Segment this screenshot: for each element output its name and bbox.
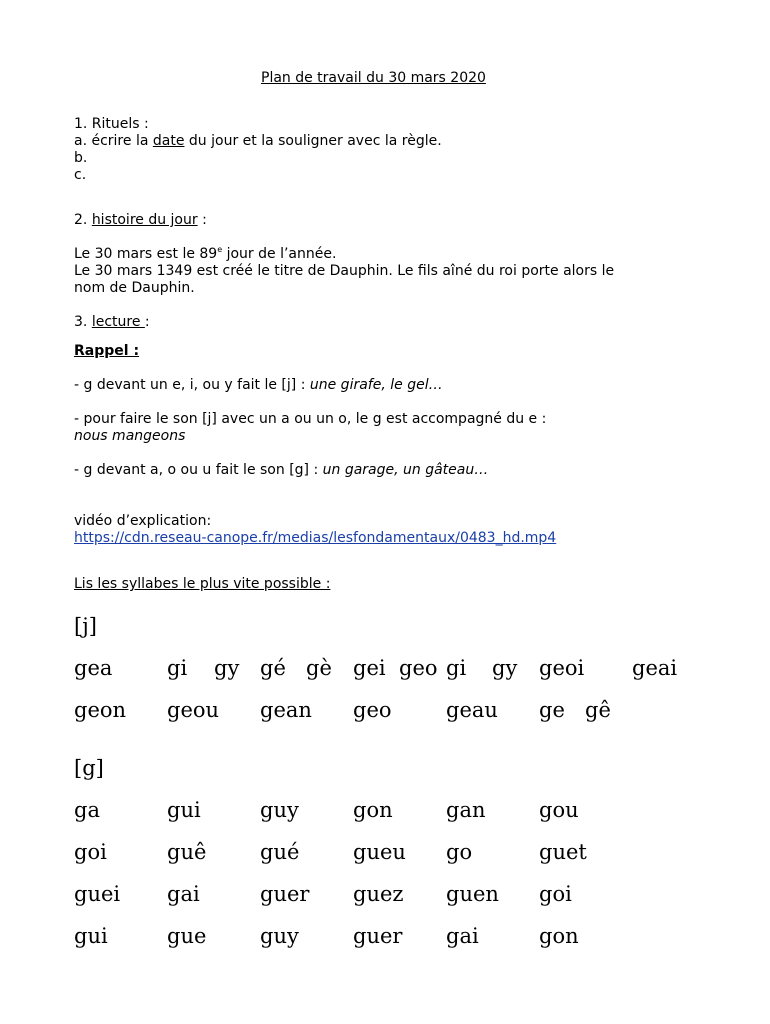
histoire-line1-a: Le 30 mars est le 89 <box>74 246 218 262</box>
syllable: guy <box>260 924 299 948</box>
syllable: goi <box>539 882 572 906</box>
histoire-line1-b: jour de l’année. <box>222 246 337 262</box>
syllable: gy <box>214 656 240 680</box>
syllable: guet <box>539 840 587 864</box>
histoire-suffix: : <box>197 212 207 228</box>
rappel-rule-3-example: un garage, un gâteau… <box>322 462 489 478</box>
histoire-prefix: 2. <box>74 212 92 228</box>
syllable: gui <box>167 798 201 822</box>
video-link[interactable]: https://cdn.reseau-canope.fr/medias/lesfondamentaux/0483_hd.mp4 <box>74 530 557 546</box>
syllable: go <box>446 840 473 864</box>
syllable: goi <box>74 840 107 864</box>
sound-j-label: [j] <box>74 614 97 638</box>
syllable: gai <box>446 924 479 948</box>
page-title: Plan de travail du 30 mars 2020 <box>261 70 486 86</box>
rappel-rule-3 <box>74 462 488 479</box>
syllable: gê <box>585 698 611 722</box>
rituels-item-c: c. <box>74 167 87 183</box>
syllable: gi <box>167 656 188 680</box>
rappel-rule-2-example: nous mangeons <box>74 428 186 444</box>
syllable: ge <box>539 698 565 722</box>
syllable: guen <box>446 882 499 906</box>
histoire-line-2: Le 30 mars 1349 est créé le titre de Dauphin. Le fils aîné du roi porte alors le <box>74 263 615 279</box>
syllable: gé <box>260 656 286 680</box>
syllable: geon <box>74 698 127 722</box>
syllable: gui <box>74 924 108 948</box>
syllable: gan <box>446 798 486 822</box>
rituels-item-b: b. <box>74 150 88 166</box>
histoire-title: histoire du jour <box>91 212 198 228</box>
rituels-item-a <box>74 133 442 150</box>
histoire-line1-sup: e <box>217 245 223 254</box>
syllable: ga <box>74 798 100 822</box>
lecture-suffix: : <box>144 314 150 330</box>
syllable: gon <box>353 798 393 822</box>
syllable: geou <box>167 698 220 722</box>
syllable: guê <box>167 840 207 864</box>
syllables-instruction: Lis les syllabes le plus vite possible : <box>74 576 331 592</box>
syllable: gué <box>260 840 300 864</box>
histoire-line-1 <box>74 246 336 263</box>
syllable: gou <box>539 798 579 822</box>
histoire-heading <box>74 212 207 229</box>
syllable: geoi <box>539 656 585 680</box>
rappel-rule-1-text: - g devant un e, i, ou y fait le [j] : <box>74 377 310 393</box>
rappel-rule-2: - pour faire le son [j] avec un a ou un o, le g est accompagné du e : <box>74 411 547 427</box>
rappel-rule-3-text: - g devant a, o ou u fait le son [g] : <box>74 462 323 478</box>
rappel-rule-1 <box>74 377 443 394</box>
syllable: guei <box>74 882 121 906</box>
lecture-title: lecture <box>91 314 145 330</box>
rituels-a-date: date <box>152 133 185 149</box>
syllable: gueu <box>353 840 406 864</box>
histoire-line-3: nom de Dauphin. <box>74 280 195 296</box>
lecture-heading <box>74 314 150 331</box>
rituels-a-suffix: du jour et la souligner avec la règle. <box>184 133 442 149</box>
rappel-rule-1-example: une girafe, le gel… <box>309 377 443 393</box>
rituels-a-prefix: a. écrire la <box>74 133 153 149</box>
rituels-heading: 1. Rituels : <box>74 116 149 132</box>
syllable: geai <box>632 656 678 680</box>
rappel-heading: Rappel : <box>74 343 140 359</box>
syllable: gi <box>446 656 467 680</box>
syllable: gea <box>74 656 113 680</box>
syllable: gè <box>306 656 332 680</box>
lecture-prefix: 3. <box>74 314 92 330</box>
syllable: guez <box>353 882 404 906</box>
syllable: gai <box>167 882 200 906</box>
syllable: gon <box>539 924 579 948</box>
video-label: vidéo d’explication: <box>74 513 212 529</box>
syllable: gei <box>353 656 386 680</box>
syllable: guer <box>353 924 403 948</box>
syllable: geo <box>399 656 438 680</box>
syllable: geau <box>446 698 498 722</box>
syllable: gy <box>492 656 518 680</box>
syllable: geo <box>353 698 392 722</box>
syllable: guy <box>260 798 299 822</box>
sound-g-label: [g] <box>74 756 104 780</box>
syllable: gue <box>167 924 207 948</box>
syllable: gean <box>260 698 312 722</box>
syllable: guer <box>260 882 310 906</box>
